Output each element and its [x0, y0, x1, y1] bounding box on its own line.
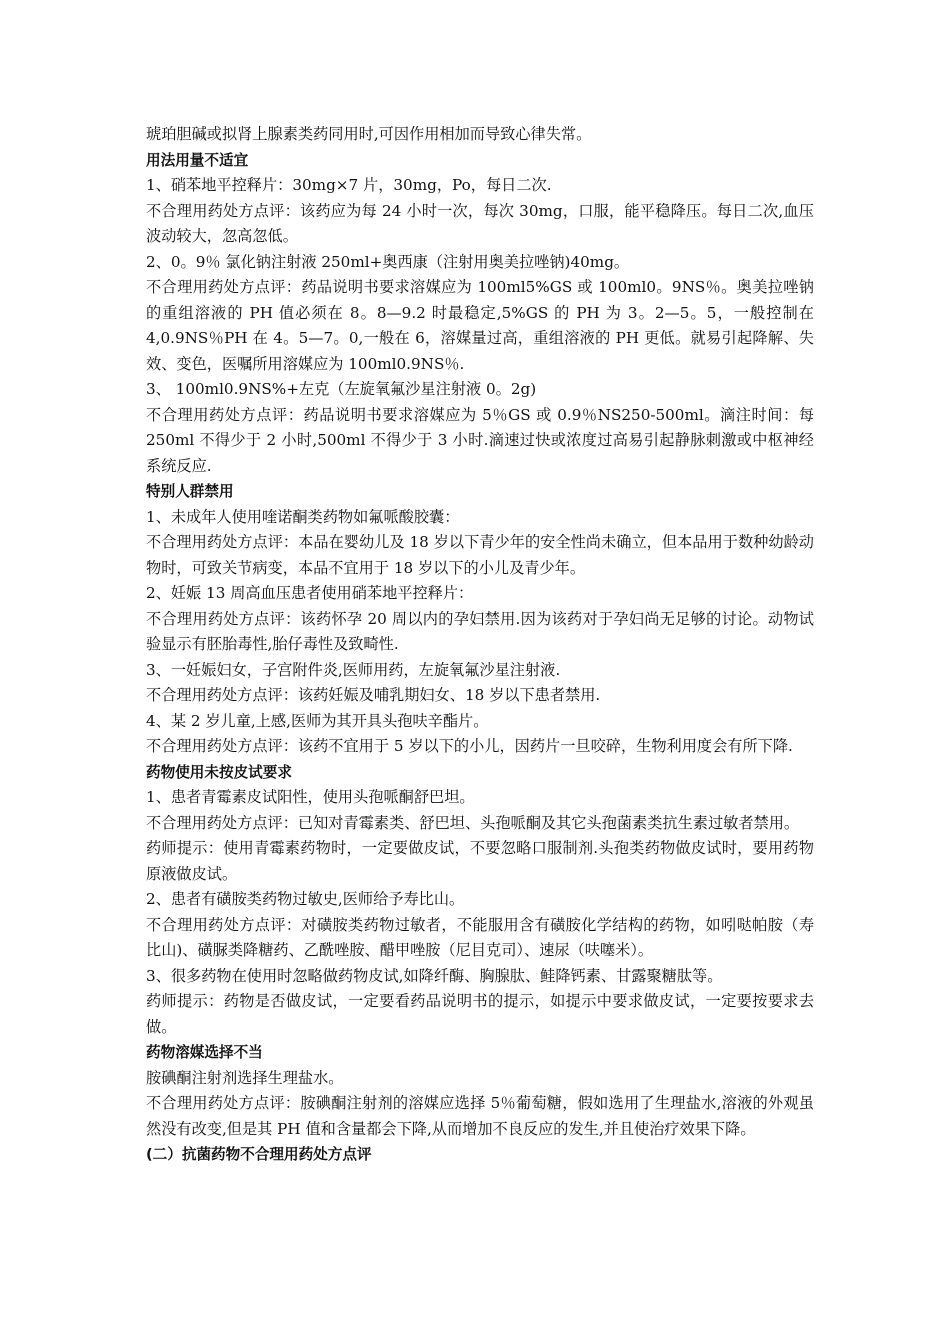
paragraph: 不合理用药处方点评：该药怀孕 20 周以内的孕妇禁用.因为该药对于孕妇尚无足够的讨论。动物试验显示有胚胎毒性,胎仔毒性及致畸性. [146, 609, 814, 653]
paragraph: 不合理用药处方点评：本品在婴幼儿及 18 岁以下青少年的安全性尚未确立，但本品用于数种幼龄动物时，可致关节病变，本品不宜用于 18 岁以下的小儿及青少年。 [146, 533, 814, 577]
document-page [146, 122, 814, 1168]
paragraph: 3、一妊娠妇女，子宫附件炎,医师用药，左旋氧氟沙星注射液. [146, 660, 561, 679]
section-heading: (二）抗菌药物不合理用药处方点评 [146, 1146, 372, 1163]
paragraph: 不合理用药处方点评：该药妊娠及哺乳期妇女、18 岁以下患者禁用. [146, 686, 601, 704]
paragraph: 药师提示：使用青霉素药物时，一定要做皮试，不要忽略口服制剂.头孢类药物做皮试时，要用药物原液做皮试。 [146, 839, 814, 883]
paragraph: 不合理用药处方点评：已知对青霉素类、舒巴坦、头孢哌酮及其它头孢菌素类抗生素过敏者禁用。 [146, 813, 800, 832]
paragraph: 1、硝苯地平控释片：30mg×7 片，30mg，Po，每日二次. [146, 176, 552, 194]
paragraph: 1、未成年人使用喹诺酮类药物如氟哌酸胶囊： [146, 507, 460, 526]
section-heading: 用法用量不适宜 [146, 151, 249, 169]
paragraph: 3、很多药物在使用时忽略做药物皮试,如降纤酶、胸腺肽、鲑降钙素、甘露聚糖肽等。 [146, 966, 723, 985]
paragraph: 胺碘酮注射剂选择生理盐水。 [146, 1068, 344, 1087]
section-heading: 特别人群禁用 [146, 483, 234, 500]
paragraph: 不合理用药处方点评：该药应为每 24 小时一次，每次 30mg，口服，能平稳降压。每日二次,血压波动较大，忽高忽低。 [146, 201, 814, 245]
paragraph: 2、0。9％ 氯化钠注射液 250ml+奥西康（注射用奥美拉唑钠)40mg。 [146, 252, 630, 271]
paragraph: 3、 100ml0.9NS%+左克（左旋氧氟沙星注射液 0。2g) [146, 380, 537, 398]
paragraph: 1、患者青霉素皮试阳性，使用头孢哌酮舒巴坦。 [146, 788, 475, 806]
paragraph: 琥珀胆碱或拟肾上腺素类药同用时,可因作用相加而导致心律失常。 [146, 125, 592, 143]
paragraph: 不合理用药处方点评：胺碘酮注射剂的溶媒应选择 5％葡萄糖，假如选用了生理盐水,溶液的外观虽然没有改变,但是其 PH 值和含量都会下降,从而增加不良反应的发生,并且使治疗效果下降。 [146, 1094, 814, 1138]
paragraph: 2、患者有磺胺类药物过敏史,医师给予寿比山。 [146, 890, 465, 908]
paragraph: 2、妊娠 13 周高血压患者使用硝苯地平控释片： [146, 584, 474, 602]
section-heading: 药物使用未按皮试要求 [146, 763, 292, 781]
paragraph: 不合理用药处方点评：该药不宜用于 5 岁以下的小儿，因药片一旦咬碎，生物利用度会有所下降. [146, 737, 793, 755]
paragraph: 4、某 2 岁儿童,上感,医师为其开具头孢呋辛酯片。 [146, 711, 489, 730]
paragraph: 不合理用药处方点评：药品说明书要求溶媒应为 5％GS 或 0.9％NS250-500ml。滴注时间：每 250ml 不得少于 2 小时,500ml 不得少于 3 小时.滴速过快或浓度过高易引起静脉刺激或中枢神经系统反应. [146, 405, 814, 475]
paragraph: 不合理用药处方点评：对磺胺类药物过敏者，不能服用含有磺胺化学结构的药物，如吲哒帕胺（寿比山)、磺脲类降糖药、乙酰唑胺、醋甲唑胺（尼目克司）、速尿（呋噻米）。 [146, 915, 814, 959]
paragraph: 药师提示：药物是否做皮试，一定要看药品说明书的提示，如提示中要求做皮试，一定要按要求去做。 [146, 992, 814, 1036]
paragraph: 不合理用药处方点评：药品说明书要求溶媒应为 100ml5%GS 或 100ml0。9NS％。奥美拉唑钠的重组溶液的 PH 值必须在 8。8—9.2 时最稳定,5%GS 的 PH 为 3。2—5。5，一般控制在 4,0.9NS％PH 在 4。5—7。0,一般在 6，溶媒量过高，重组溶液的 PH 更低。就易引起降解、失效、变色，医嘱所用溶媒应为 100ml0.9NS％. [146, 278, 814, 373]
section-heading: 药物溶媒选择不当 [146, 1044, 263, 1061]
